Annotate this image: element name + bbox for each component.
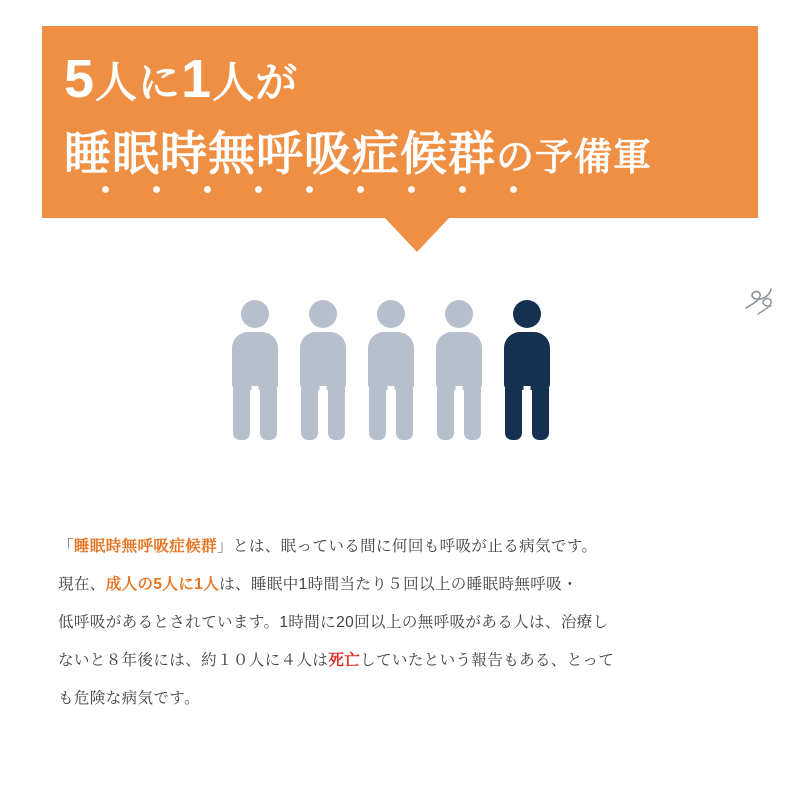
- person-leg-gap: [524, 386, 531, 442]
- body-line-4: [58, 642, 758, 680]
- body-line-2: [58, 566, 758, 604]
- divider-dot: [204, 186, 211, 193]
- person-icon-gray: [364, 300, 418, 440]
- headline-line-1: [64, 49, 758, 109]
- person-leg-left: [505, 384, 522, 440]
- dot-divider: [102, 186, 702, 193]
- divider-dot: [306, 186, 313, 193]
- body-line1-rest: 」とは、眠っている間に何回も呼吸が止る病気です。: [217, 538, 598, 555]
- headline-number-five: 5: [64, 49, 96, 109]
- body-line4-prefix: ないと８年後には、約１０人に４人は: [58, 651, 329, 669]
- person-icon-gray: [296, 300, 350, 440]
- headline-line-2: [64, 117, 758, 184]
- divider-dot: [510, 186, 517, 193]
- divider-dot: [102, 186, 109, 193]
- highlight-one-in-five: 成人の5人に1人: [105, 575, 220, 593]
- person-head: [309, 300, 337, 328]
- person-leg-gap: [456, 386, 463, 442]
- person-icon-gray: [228, 300, 282, 440]
- person-leg-right: [532, 384, 549, 440]
- headline-line2-tail: の予備軍: [496, 137, 653, 180]
- headline-banner-inner: [42, 26, 758, 184]
- person-leg-left: [437, 384, 454, 440]
- person-head: [513, 300, 541, 328]
- zzz-sleep-icon: [738, 278, 788, 320]
- person-torso: [300, 332, 346, 390]
- body-line-3: 低呼吸があるとされています。1時間に20回以上の無呼吸がある人は、治療し: [58, 613, 609, 631]
- person-head: [445, 300, 473, 328]
- person-torso: [368, 332, 414, 390]
- person-leg-gap: [252, 386, 259, 442]
- body-line-1: [58, 528, 758, 566]
- person-leg-right: [464, 384, 481, 440]
- headline-line1-mid: 人に: [95, 59, 182, 106]
- person-leg-gap: [388, 386, 395, 442]
- person-leg-right: [328, 384, 345, 440]
- headline-number-one: 1: [181, 49, 213, 109]
- person-torso: [232, 332, 278, 390]
- divider-dot: [255, 186, 262, 193]
- divider-dot: [459, 186, 466, 193]
- headline-banner: [42, 26, 758, 218]
- divider-dot: [408, 186, 415, 193]
- person-torso: [436, 332, 482, 390]
- person-leg-left: [301, 384, 318, 440]
- person-leg-right: [396, 384, 413, 440]
- body-line4-rest: していたという報告もある、とって: [360, 651, 615, 669]
- banner-pointer-triangle: [385, 218, 449, 252]
- person-leg-gap: [320, 386, 327, 442]
- person-torso: [504, 332, 550, 390]
- quote-open: 「: [58, 538, 74, 555]
- body-paragraph: [58, 528, 758, 718]
- person-leg-right: [260, 384, 277, 440]
- divider-dot: [153, 186, 160, 193]
- person-head: [241, 300, 269, 328]
- people-illustration: [228, 300, 578, 460]
- person-leg-left: [369, 384, 386, 440]
- body-line-5: も危険な病気です。: [58, 689, 200, 707]
- divider-dot: [357, 186, 364, 193]
- body-line2-prefix: 現在、: [58, 575, 106, 593]
- person-icon-gray: [432, 300, 486, 440]
- person-leg-left: [233, 384, 250, 440]
- person-head: [377, 300, 405, 328]
- body-line2-rest: は、睡眠中1時間当たり５回以上の睡眠時無呼吸・: [219, 575, 578, 593]
- headline-disease-name: 睡眠時無呼吸症候群: [64, 127, 496, 181]
- person-icon-highlighted: [500, 300, 554, 440]
- highlight-disease-name: 睡眠時無呼吸症候群: [73, 538, 218, 555]
- highlight-death: 死亡: [328, 651, 361, 669]
- headline-line1-suffix: 人が: [212, 59, 299, 106]
